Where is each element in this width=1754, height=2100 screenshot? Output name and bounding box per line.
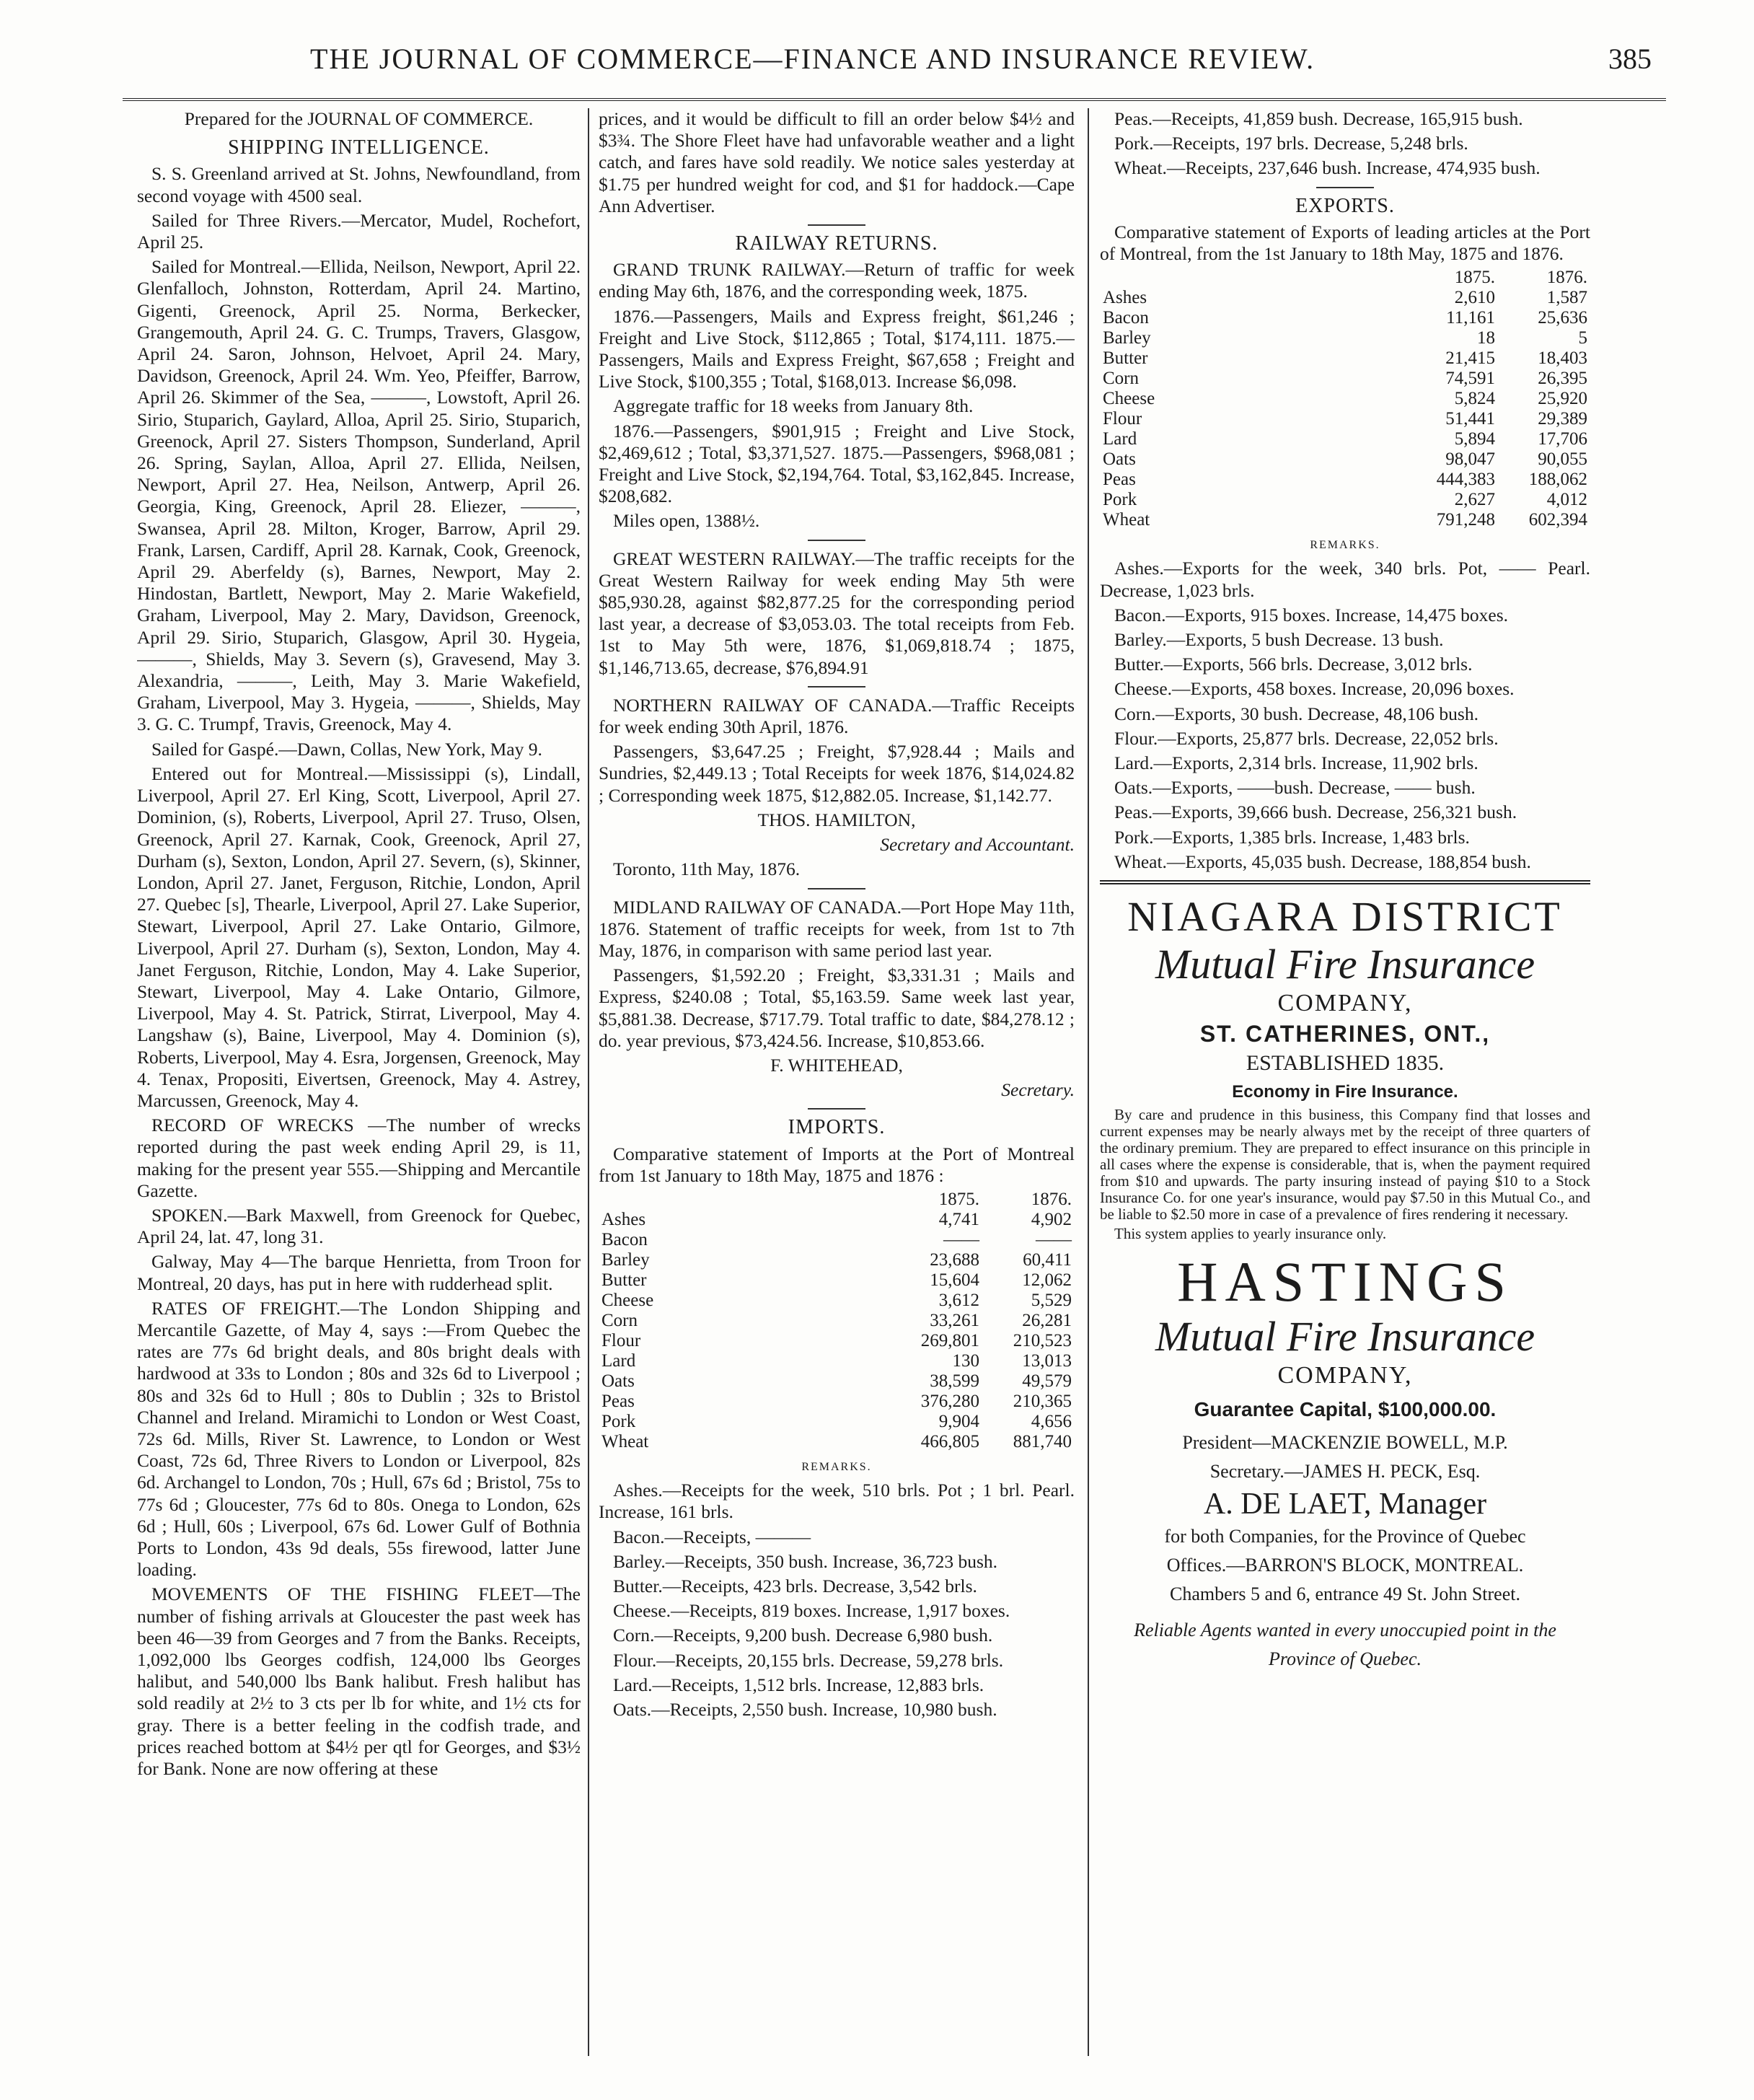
value-cell: 210,365 <box>1013 1391 1072 1411</box>
table-row <box>1100 389 1590 409</box>
imports-table <box>599 1190 1075 1452</box>
commodity-cell: Butter <box>1103 348 1148 369</box>
value-cell: 38,599 <box>930 1371 979 1391</box>
value-cell: 51,441 <box>1445 409 1495 429</box>
value-cell: —— <box>1036 1229 1072 1249</box>
value-cell: 4,012 <box>1546 490 1587 510</box>
table-row <box>1100 490 1590 510</box>
import-remark: Oats.—Receipts, 2,550 bush. Increase, 10,980 bush. <box>613 1698 997 1720</box>
nrc-title: Secretary and Accountant. <box>880 834 1075 856</box>
commodity-cell: Butter <box>601 1270 647 1290</box>
separator <box>808 224 865 226</box>
column-divider-1 <box>588 108 589 2056</box>
remarks-label: REMARKS. <box>1310 539 1380 552</box>
commodity-cell: Oats <box>601 1371 635 1391</box>
exports-table <box>1100 268 1590 530</box>
hastings-secretary: Secretary.—JAMES H. PECK, Esq. <box>1209 1461 1481 1482</box>
table-header-row <box>599 1190 1075 1210</box>
nrc-para: NORTHERN RAILWAY OF CANADA.—Traffic Receipts for week ending 30th April, 1876. <box>599 694 1075 738</box>
table-row <box>1100 409 1590 429</box>
import-remark: Lard.—Receipts, 1,512 brls. Increase, 12,883 brls. <box>613 1674 984 1695</box>
value-cell: 444,383 <box>1436 470 1495 490</box>
mrc-signature: F. WHITEHEAD, <box>770 1054 903 1076</box>
shipping-item: MOVEMENTS OF THE FISHING FLEET—The number of fishing arrivals at Gloucester the past week has been 46—39 from Georges and 7 from the Banks. Receipts, 1,092,000 lbs Georges codfish, 124,000 lbs Georges halibut, and 540,000 lbs Bank halibut. Fresh halibut has sold readily at 2½ to 3 cts per lb for white, and 1½ cts for gray. There is a better feeling in the codfish trade, and prices reached bottom at $4½ per qtl for Georges, and $3½ for Bank. None are now offering at these <box>137 1583 581 1780</box>
nrc-signature: THOS. HAMILTON, <box>757 809 916 830</box>
table-row <box>1100 449 1590 470</box>
value-cell: 12,062 <box>1022 1270 1072 1290</box>
imports-remarks <box>599 1480 1075 1721</box>
mrc-para: MIDLAND RAILWAY OF CANADA.—Port Hope May 11th, 1876. Statement of traffic receipts for week, from 1st to 7th May, 1876, in comparison with same period last year. <box>599 896 1075 961</box>
imports-heading: IMPORTS. <box>788 1116 886 1139</box>
value-cell: 881,740 <box>1013 1431 1072 1451</box>
niagara-body: By care and prudence in this business, this Company find that losses and current expenses may be nearly always met by the receipt of three quarters of the ordinary premium. They are prepared to effect insurance on this principle in all cases where the expense is considerable, that is, when the payment required from $10 and upwards. The party insuring instead of paying $10 to a Stock Insurance Co. for one year's insurance, would pay $7.50 in this Mutual Co., and be liable to $2.50 more in case of a prevalence of fires rendering it necessary. <box>1100 1106 1590 1223</box>
receipts-cont: Pork.—Receipts, 197 brls. Decrease, 5,248 brls. <box>1114 133 1468 154</box>
commodity-cell: Pork <box>1103 490 1137 510</box>
table-row <box>599 1412 1075 1432</box>
separator <box>808 888 865 889</box>
hastings-ad <box>1100 1251 1590 1674</box>
value-cell: 5,894 <box>1454 429 1495 449</box>
value-cell: 13,013 <box>1022 1350 1072 1371</box>
nrc-para: Passengers, $3,647.25 ; Freight, $7,928.44 ; Mails and Sundries, $2,449.13 ; Total Receipts for week 1876, $14,024.82 ; Corresponding week 1875, $12,882.05. Increase, $1,142.77. <box>599 741 1075 806</box>
commodity-cell: Bacon <box>1103 308 1149 328</box>
hastings-agents: Reliable Agents wanted in every unoccupied point in the Province of Quebec. <box>1134 1620 1556 1670</box>
column-shipping <box>137 108 581 2085</box>
value-cell: 90,055 <box>1538 449 1587 470</box>
export-remark: Wheat.—Exports, 45,035 bush. Decrease, 188,854 bush. <box>1114 851 1531 872</box>
value-cell: 1,587 <box>1546 288 1587 308</box>
value-cell: 11,161 <box>1446 308 1495 328</box>
header-rule <box>123 98 1666 101</box>
value-cell: 21,415 <box>1445 348 1495 369</box>
exports-remarks <box>1100 558 1590 873</box>
commodity-cell: Lard <box>1103 429 1137 449</box>
commodity-cell: Flour <box>601 1330 641 1350</box>
niagara-established: ESTABLISHED 1835. <box>1246 1051 1445 1076</box>
shipping-item: Sailed for Gaspé.—Dawn, Collas, New York, May 9. <box>151 738 542 760</box>
export-remark: Flour.—Exports, 25,877 brls. Decrease, 22,052 brls. <box>1114 727 1499 749</box>
column-railway <box>599 108 1075 2085</box>
commodity-cell: Oats <box>1103 449 1136 470</box>
commodity-cell: Pork <box>601 1411 636 1431</box>
export-remark: Ashes.—Exports for the week, 340 brls. Pot, —— Pearl. Decrease, 1,023 brls. <box>1100 558 1590 601</box>
value-cell: 2,610 <box>1454 288 1495 308</box>
great-western-section: GREAT WESTERN RAILWAY.—The traffic receipts for the Great Western Railway for week ending May 5th were $85,930.28, against $82,877.25 for the corresponding period last year, a decrease of $3,053.03. The total receipts from Feb. 1st to May 5th were, 1876, $1,069,818.74 ; 1875, $1,146,713.65, decrease, $76,894.91 <box>599 548 1075 678</box>
export-remark: Oats.—Exports, ——bush. Decrease, —— bush. <box>1114 777 1476 799</box>
fishing-continuation: prices, and it would be difficult to fill an order below $4½ and $3¾. The Shore Fleet have had unfavorable weather and a light catch, and fares have sold readily. We notice sales yesterday at $1.75 per hundred weight for cod, and $1 for haddock.—Cape Ann Advertiser. <box>599 108 1075 216</box>
gtr-para: GRAND TRUNK RAILWAY.—Return of traffic for week ending May 6th, 1876, and the corresponding week, 1875. <box>599 259 1075 302</box>
niagara-motto: Economy in Fire Insurance. <box>1232 1082 1458 1102</box>
shipping-item: RATES OF FREIGHT.—The London Shipping and Mercantile Gazette, of May 4, says :—From Quebec the rates are 77s 6d bright deals, and 80s bright deals with hardwood at 33s to London ; 80s and 32s 6d to Liverpool ; 80s and 32s 6d to Hull ; 80s to Dublin ; 32s to Bristol Channel and Ireland. Miramichi to London or West Coast, 72s 6d. Mills, River St. Lawrence, to London or West Coast, 72s 6d, Three Rivers to London or Liverpool, 82s 6d. Archangel to London, 70s ; Hull, 67s 6d ; Bristol, 75s to 77s 6d ; Gloucester, 77s 6d to 80s. Onega to London, 62s 6d ; Hull, 60s ; Liverpool, 67s 6d. Lower Gulf of Bothnia Ports to London, 43s 9d deals, 55s firewood, latter June loading. <box>137 1297 581 1581</box>
export-remark: Butter.—Exports, 566 brls. Decrease, 3,012 brls. <box>1114 654 1473 675</box>
value-cell: 18 <box>1477 328 1495 348</box>
value-cell: 49,579 <box>1022 1371 1072 1391</box>
value-cell: 4,741 <box>938 1209 979 1229</box>
value-cell: 130 <box>952 1350 979 1371</box>
ad-rule <box>1100 880 1590 884</box>
table-row <box>599 1210 1075 1230</box>
commodity-cell: Barley <box>601 1249 650 1270</box>
table-row <box>1100 429 1590 449</box>
table-row <box>599 1311 1075 1331</box>
mrc-para: Passengers, $1,592.20 ; Freight, $3,331.31 ; Mails and Express, $240.08 ; Total, $5,163.59. Same week last year, $5,881.38. Decrease, $717.79. Total traffic to date, $84,278.12 ; do. year previous, $73,424.56. Increase, $10,853.66. <box>599 965 1075 1051</box>
exports-intro: Comparative statement of Exports of leading articles at the Port of Montreal, from the 1st January to 18th May, 1875 and 1876. <box>1100 221 1590 265</box>
commodity-cell: Barley <box>1103 328 1151 348</box>
value-cell: 5,529 <box>1031 1290 1072 1310</box>
value-cell: 466,805 <box>920 1431 979 1451</box>
table-row <box>1100 510 1590 530</box>
value-cell: 4,656 <box>1031 1411 1072 1431</box>
northern-railway-section <box>599 695 1075 881</box>
page-number: 385 <box>1608 43 1652 75</box>
export-remark: Bacon.—Exports, 915 boxes. Increase, 14,475 boxes. <box>1114 604 1509 625</box>
export-remark: Peas.—Exports, 39,666 bush. Decrease, 256,321 bush. <box>1114 801 1517 823</box>
commodity-cell: Wheat <box>601 1431 649 1451</box>
table-header-row <box>1100 268 1590 288</box>
niagara-name: NIAGARA DISTRICT <box>1127 893 1563 941</box>
value-cell: 5,824 <box>1454 389 1495 409</box>
export-remark: Barley.—Exports, 5 bush Decrease. 13 bush. <box>1114 629 1444 651</box>
import-remark: Ashes.—Receipts for the week, 510 brls. Pot ; 1 brl. Pearl. Increase, 161 brls. <box>599 1480 1075 1523</box>
gtr-para: Aggregate traffic for 18 weeks from January 8th. <box>613 395 974 417</box>
col-header: 1876. <box>1031 1189 1072 1209</box>
table-row <box>1100 288 1590 308</box>
hastings-company: COMPANY, <box>1277 1362 1413 1389</box>
journal-title: THE JOURNAL OF COMMERCE—FINANCE AND INSURANCE REVIEW. <box>310 43 1316 75</box>
receipts-cont: Peas.—Receipts, 41,859 bush. Decrease, 165,915 bush. <box>1114 108 1523 129</box>
table-row <box>1100 308 1590 328</box>
table-row <box>1100 348 1590 369</box>
table-row <box>1100 369 1590 389</box>
table-row <box>599 1250 1075 1270</box>
hastings-manager: A. DE LAET, Manager <box>1203 1488 1487 1521</box>
import-remark: Corn.—Receipts, 9,200 bush. Decrease 6,980 bush. <box>613 1625 993 1646</box>
value-cell: 25,920 <box>1538 389 1587 409</box>
value-cell: 23,688 <box>930 1249 979 1270</box>
niagara-ad <box>1100 893 1590 1242</box>
commodity-cell: Lard <box>601 1350 636 1371</box>
value-cell: 188,062 <box>1528 470 1587 490</box>
hastings-president: President—MACKENZIE BOWELL, M.P. <box>1182 1432 1508 1454</box>
value-cell: 210,523 <box>1013 1330 1072 1350</box>
import-remark: Flour.—Receipts, 20,155 brls. Decrease, 59,278 brls. <box>613 1649 1004 1671</box>
niagara-place: ST. CATHERINES, ONT., <box>1199 1021 1491 1047</box>
value-cell: 15,604 <box>930 1270 979 1290</box>
import-remark: Butter.—Receipts, 423 brls. Decrease, 3,542 brls. <box>613 1575 977 1596</box>
shipping-item: Galway, May 4—The barque Henrietta, from Troon for Montreal, 20 days, has put in here with rudderhead split. <box>137 1251 581 1294</box>
commodity-cell: Wheat <box>1103 510 1150 530</box>
value-cell: 3,612 <box>938 1290 979 1310</box>
value-cell: 33,261 <box>930 1310 979 1330</box>
commodity-cell: Ashes <box>1103 288 1147 308</box>
separator <box>808 1108 865 1110</box>
value-cell: 26,281 <box>1022 1310 1072 1330</box>
hastings-name: HASTINGS <box>1177 1250 1513 1314</box>
commodity-cell: Ashes <box>601 1209 646 1229</box>
gtr-para: Miles open, 1388½. <box>613 510 760 532</box>
value-cell: 17,706 <box>1538 429 1587 449</box>
commodity-cell: Corn <box>601 1310 638 1330</box>
gtr-para: 1876.—Passengers, $901,915 ; Freight and Live Stock, $2,469,612 ; Total, $3,371,527. 1875.—Passengers, $968,081 ; Freight and Live Stock, $2,194,764. Total, $3,162,845. Increase, $208,682. <box>599 420 1075 507</box>
col-header: 1876. <box>1546 268 1587 288</box>
niagara-note: This system applies to yearly insurance only. <box>1114 1225 1387 1243</box>
value-cell: 26,395 <box>1538 369 1587 389</box>
commodity-cell: Peas <box>601 1391 635 1411</box>
prepared-note: Prepared for the JOURNAL OF COMMERCE. <box>184 108 534 129</box>
value-cell: 2,627 <box>1454 490 1495 510</box>
commodity-cell: Cheese <box>601 1290 654 1310</box>
separator <box>808 686 865 687</box>
shipping-item: S. S. Greenland arrived at St. Johns, Newfoundland, from second voyage with 4500 seal. <box>137 163 581 206</box>
shipping-heading: SHIPPING INTELLIGENCE. <box>228 136 490 159</box>
receipts-cont: Wheat.—Receipts, 237,646 bush. Increase, 474,935 bush. <box>1114 157 1541 179</box>
hastings-offices: Offices.—BARRON'S BLOCK, MONTREAL. <box>1166 1555 1524 1576</box>
value-cell: 25,636 <box>1538 308 1587 328</box>
table-row <box>599 1371 1075 1392</box>
nrc-date: Toronto, 11th May, 1876. <box>613 858 801 880</box>
value-cell: 18,403 <box>1538 348 1587 369</box>
commodity-cell: Flour <box>1103 409 1142 429</box>
value-cell: 98,047 <box>1445 449 1495 470</box>
midland-railway-section <box>599 897 1075 1102</box>
table-row <box>599 1270 1075 1291</box>
niagara-company: COMPANY, <box>1277 990 1413 1017</box>
shipping-item: RECORD OF WRECKS —The number of wrecks reported during the past week ending April 29, is 11, making for the present year 555.—Shipping and Mercantile Gazette. <box>137 1115 581 1201</box>
hastings-capital: Guarantee Capital, $100,000.00. <box>1194 1398 1497 1421</box>
value-cell: 74,591 <box>1445 369 1495 389</box>
commodity-cell: Corn <box>1103 369 1139 389</box>
imports-intro: Comparative statement of Imports at the Port of Montreal from 1st January to 18th May, 1875 and 1876 : <box>599 1143 1075 1186</box>
mrc-title: Secretary. <box>1001 1079 1075 1101</box>
value-cell: 602,394 <box>1528 510 1587 530</box>
value-cell: 5 <box>1578 328 1587 348</box>
column-divider-2 <box>1088 108 1089 2056</box>
col-header: 1875. <box>938 1189 979 1209</box>
table-row <box>1100 328 1590 348</box>
export-remark: Cheese.—Exports, 458 boxes. Increase, 20,096 boxes. <box>1114 678 1515 700</box>
separator <box>808 540 865 541</box>
col-header: 1875. <box>1454 268 1495 288</box>
table-row <box>599 1432 1075 1452</box>
value-cell: 9,904 <box>938 1411 979 1431</box>
shipping-paragraphs <box>137 163 581 1780</box>
table-row <box>599 1291 1075 1311</box>
value-cell: 4,902 <box>1031 1209 1072 1229</box>
table-row <box>599 1230 1075 1250</box>
import-remark: Cheese.—Receipts, 819 boxes. Increase, 1,917 boxes. <box>613 1600 1010 1622</box>
export-remark: Lard.—Exports, 2,314 brls. Increase, 11,902 brls. <box>1114 752 1478 774</box>
hastings-script: Mutual Fire Insurance <box>1155 1313 1535 1361</box>
niagara-script: Mutual Fire Insurance <box>1155 941 1535 988</box>
value-cell: —— <box>943 1229 979 1249</box>
exports-heading: EXPORTS. <box>1295 194 1395 217</box>
page-header <box>130 42 1652 85</box>
value-cell: 269,801 <box>920 1330 979 1350</box>
table-row <box>1100 470 1590 490</box>
value-cell: 791,248 <box>1436 510 1495 530</box>
shipping-item: Entered out for Montreal.—Mississippi (s), Lindall, Liverpool, April 27. Erl King, Scott, Liverpool, April 27. Dominion, (s), Roberts, Liverpool, April 27. Truso, Olsen, Greenock, April 27. Karnak, Cook, Greenock, April 27, Durham (s), Sexton, London, April 27. Severn, (s), Skinner, London, April 27. Janet, Ferguson, Ritchie, London, April 27. Quebec [s], Thearle, Liverpool, April 27. Lake Superior, Stewart, Liverpool, April 27. Lake Ontario, Gilmore, Liverpool, April 27. Durham (s), Sexton, London, May 4. Janet Ferguson, Ritchie, London, May 4. Lake Superior, Stewart, Liverpool, May 4. Lake Ontario, Gilmore, Liverpool, May 4. St. Patrick, Stirrat, Liverpool, May 4. Langshaw (s), Baine, Liverpool, May 4. Dominion (s), Roberts, Liverpool, May 4. Esra, Jorgensen, Greenock, May 4. Tenax, Propositi, Eivertsen, Greenock, May 4. Astrey, Marcussen, Greenock, May 4. <box>137 763 581 1111</box>
hastings-chambers: Chambers 5 and 6, entrance 49 St. John Street. <box>1170 1583 1520 1605</box>
railway-heading: RAILWAY RETURNS. <box>735 232 938 255</box>
commodity-cell: Bacon <box>601 1229 648 1249</box>
import-remark: Barley.—Receipts, 350 bush. Increase, 36,723 bush. <box>613 1550 998 1572</box>
shipping-item: Sailed for Montreal.—Ellida, Neilson, Newport, April 22. Glenfalloch, Johnston, Rotterdam, April 24. Martino, Gigenti, Greenock, April 25. Norma, Berkecker, Grangemouth, April 24. G. C. Trumps, Travers, Glasgow, April 24. Saron, Johnson, Helvoet, April 24. Mary, Davidson, Greenock, April 24. Wm. Yeo, Pfeiffer, Barrow, April 26. Skimmer of the Sea, ———, Lowstoft, April 26. Sirio, Stuparich, Gaylard, Alloa, April 25. Sirio, Stuparich, Greenock, April 27. Sisters Thompson, Sunderland, April 26. Spring, Saylan, Alloa, April 27. Ellida, Neilsen, Newport, April 27. Hea, Neilson, Antwerp, April 26. Georgia, King, Greenock, April 28. Eliezer, ———, Swansea, April 28. Milton, Kroger, Barrow, April 29. Frank, Larsen, Cardiff, April 28. Karnak, Cook, Greenock, April 29. Aberfeldy (s), Barnes, Newport, May 2. Hindostan, Bartlett, Newport, May 2. Marie Wakefield, Graham, Liverpool, May 2. Mary, Davidson, Greenock, April 29. Sirio, Stuparich, Glasgow, April 30. Hygeia, ———, Shields, May 3. Severn (s), Gravesend, May 3. Alexandria, ———, Leith, May 3. Marie Wakefield, Graham, Liverpool, May 3. Hygeia, ———, Shields, May 3. G. C. Trumpf, Travis, Greenock, May 4. <box>137 256 581 735</box>
import-remark: Bacon.—Receipts, ——— <box>613 1526 811 1547</box>
shipping-item: Sailed for Three Rivers.—Mercator, Mudel, Rochefort, April 25. <box>137 209 581 253</box>
remarks-label: REMARKS. <box>801 1460 872 1473</box>
export-remark: Corn.—Exports, 30 bush. Decrease, 48,106 bush. <box>1114 703 1478 724</box>
commodity-cell: Peas <box>1103 470 1136 490</box>
commodity-cell: Cheese <box>1103 389 1155 409</box>
table-row <box>599 1351 1075 1371</box>
grand-trunk-section <box>599 259 1075 532</box>
value-cell: 376,280 <box>920 1391 979 1411</box>
export-remark: Pork.—Exports, 1,385 brls. Increase, 1,483 brls. <box>1114 826 1470 848</box>
column-exports <box>1100 108 1590 2085</box>
value-cell: 29,389 <box>1538 409 1587 429</box>
separator <box>1316 187 1374 188</box>
table-row <box>599 1392 1075 1412</box>
value-cell: 60,411 <box>1023 1249 1072 1270</box>
hastings-for: for both Companies, for the Province of Quebec <box>1164 1526 1526 1547</box>
shipping-item: SPOKEN.—Bark Maxwell, from Greenock for Quebec, April 24, lat. 47, long 31. <box>137 1204 581 1248</box>
gtr-para: 1876.—Passengers, Mails and Express freight, $61,246 ; Freight and Live Stock, $112,865 ; Total, $174,111. 1875.—Passengers, Mails and Express Freight, $67,658 ; Freight and Live Stock, $100,355 ; Total, $168,013. Increase $6,098. <box>599 305 1075 392</box>
table-row <box>599 1331 1075 1351</box>
